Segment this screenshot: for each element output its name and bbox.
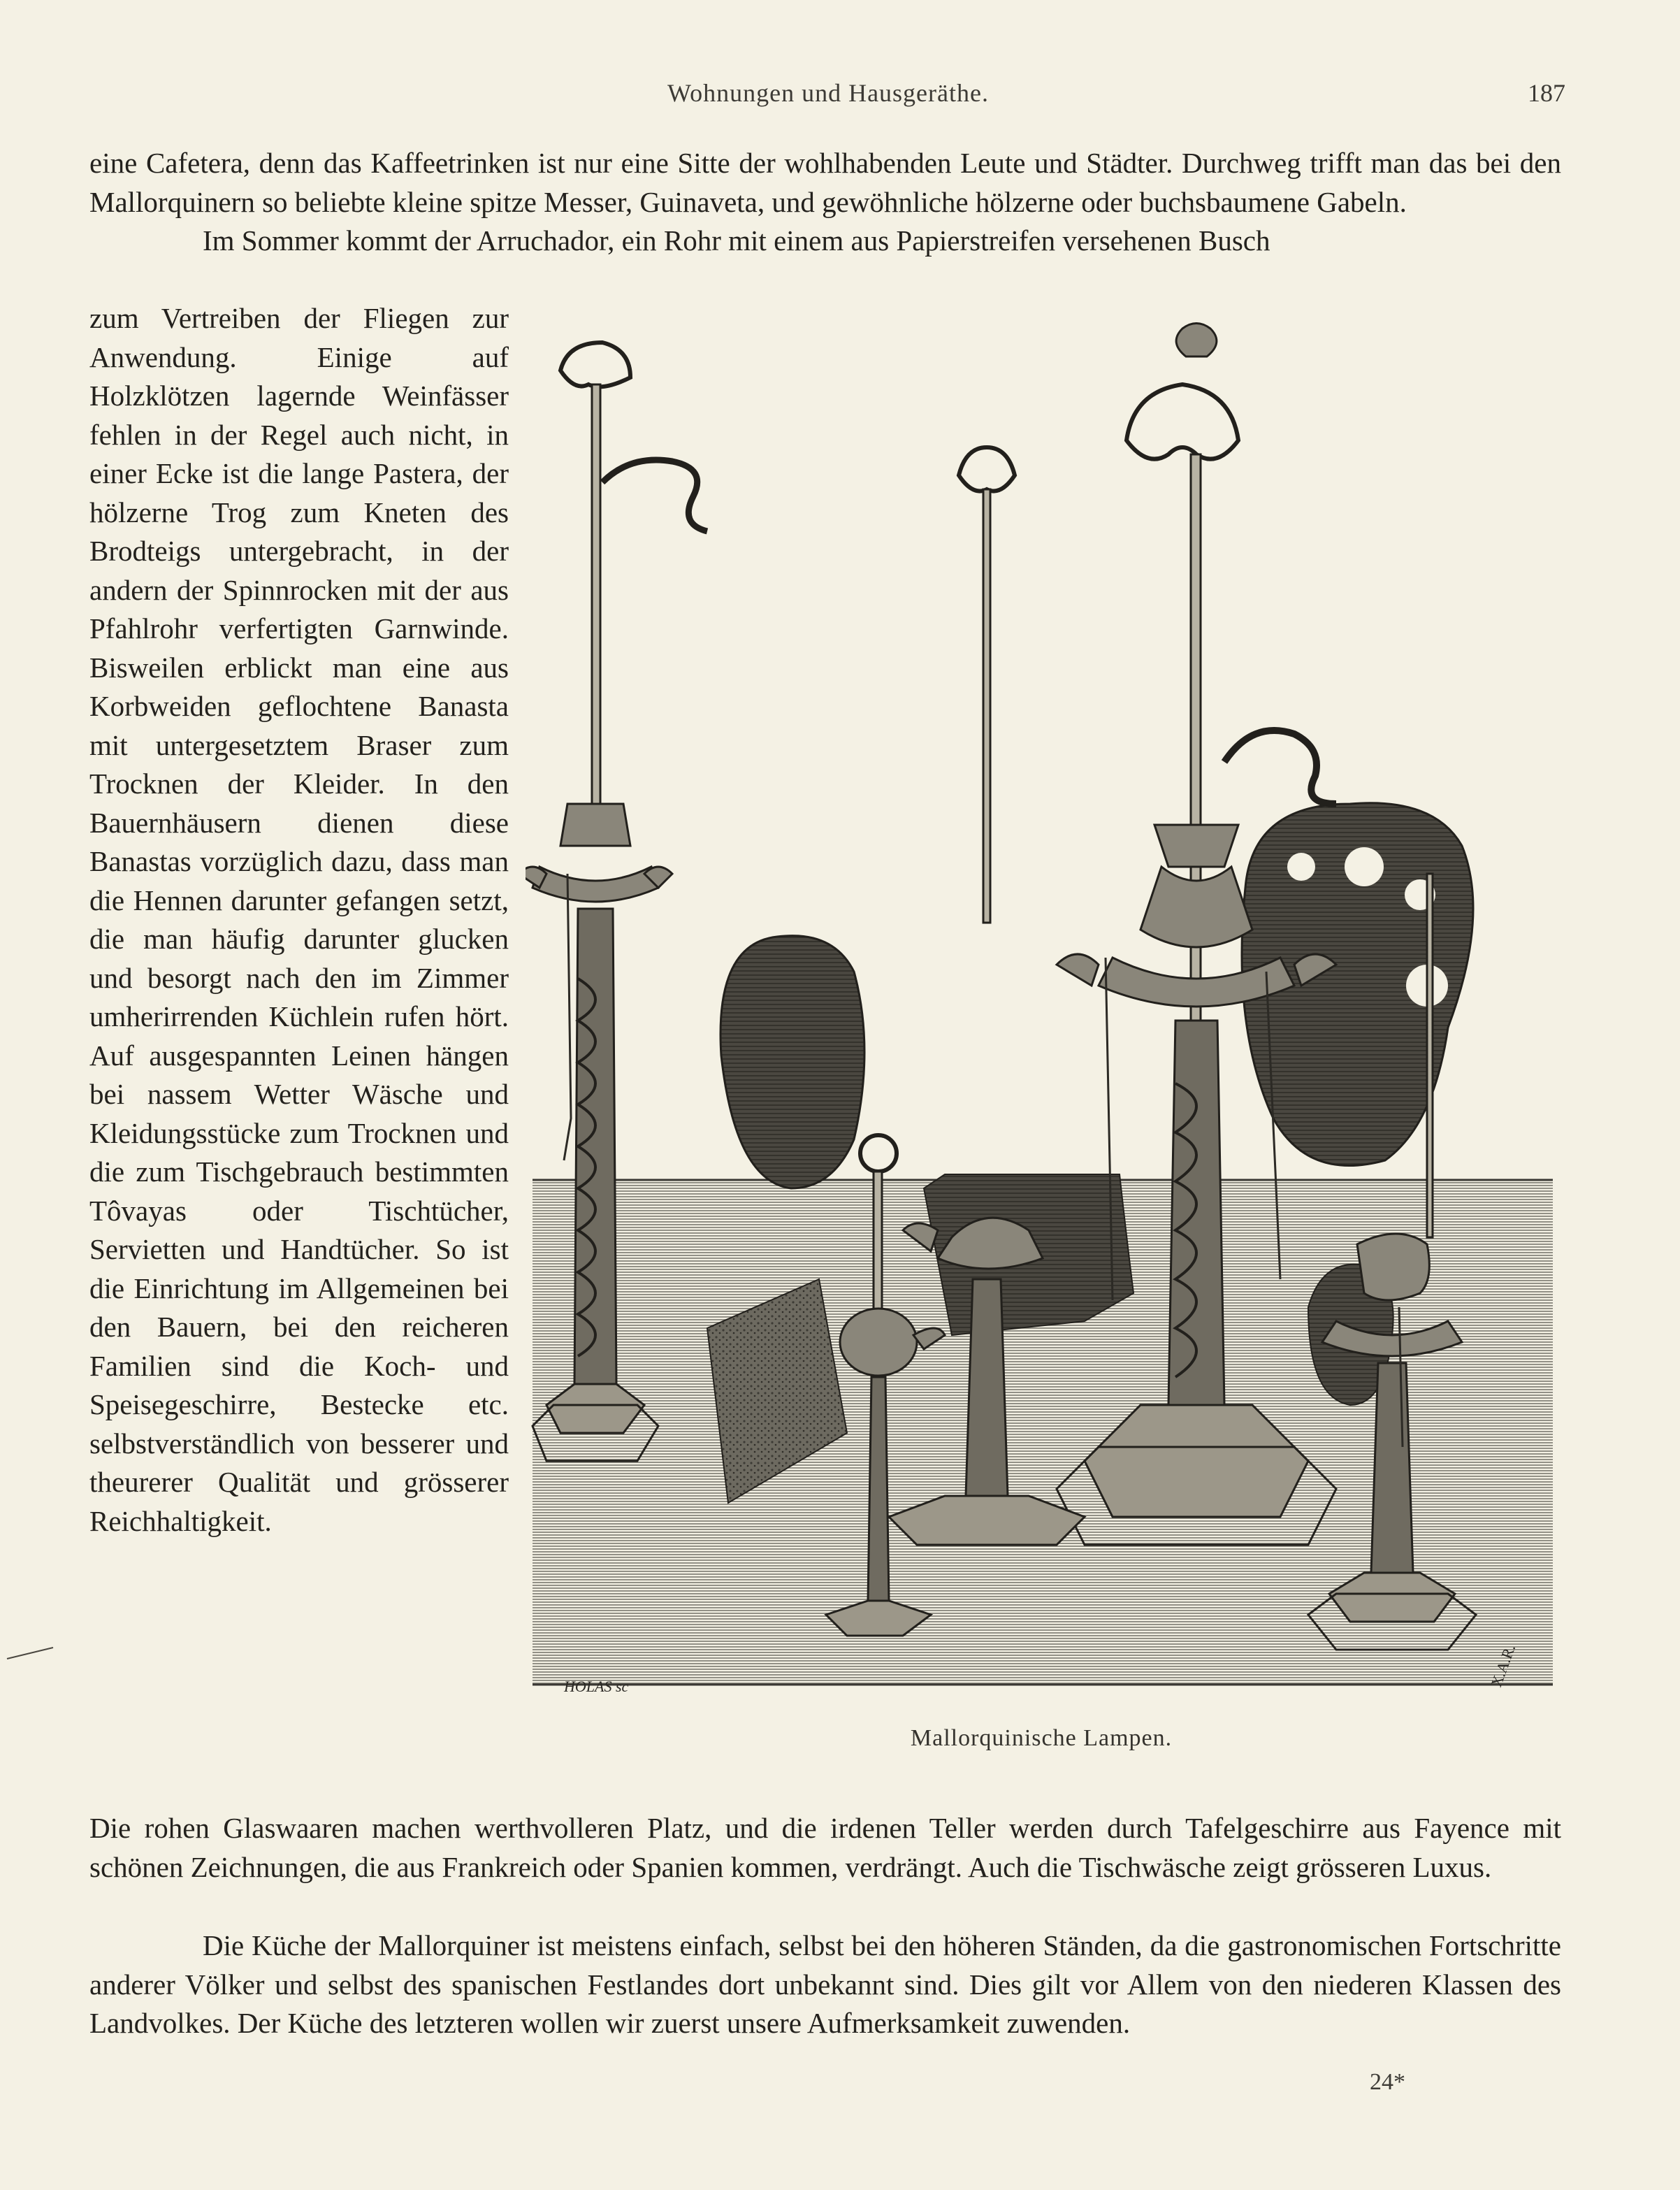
intro-text: eine Cafetera, denn das Kaffeetrinken ist nur eine Sitte der wohlhabenden Leute und Städter. Durchweg trifft man das bei den Mallorquinern so beliebte kleine spitze Messer, Guinaveta, und gewöhnliche hölzerne oder buchsbaumene Gabeln.: [89, 147, 1561, 218]
paragraph-column: zum Vertreiben der Fliegen zur Anwendung. Einige auf Holzklötzen lagernde Weinfässer fehlen in der Regel auch nicht, in einer Ecke ist die lange Pastera, der hölzerne Trog zum Kneten des Brodteigs untergebracht, in der andern der Spinnrocken mit der aus Pfahlrohr verfertigten Garnwinde. Bisweilen erblickt man eine aus Korbweiden geflochtene Banasta mit untergesetztem Braser zum Trocknen der Kleider. In den Bauernhäusern dienen diese Banastas vorzüglich dazu, dass man die Hennen darunter gefangen setzt, die man häufig darunter glucken und besorgt nach den im Zimmer umherirrenden Küchlein rufen hört. Auf ausgespannten Leinen hängen bei nassem Wetter Wäsche und Kleidungsstücke zum Trocknen und die zum Tischgebrauch bestimmten Tôvayas oder Tischtücher, Servietten und Handtücher. So ist die Einrichtung im Allgemeinen bei den Bauern, bei den reicheren Familien sind die Koch- und Speisegeschirre, Bestecke etc. selbstverständlich von besserer und theurerer Qualität und grösserer Reichhaltigkeit.: [89, 302, 509, 1537]
lamps-engraving: [526, 315, 1560, 1706]
paragraph-kitchen: [89, 1926, 1561, 2043]
page-number: 187: [1528, 79, 1565, 107]
figure-caption: Mallorquinische Lampen.: [910, 1725, 1173, 1751]
paragraph-intro: [89, 144, 1561, 261]
paragraph-after-figure: Die rohen Glaswaaren machen werthvolleren Platz, und die irdenen Teller werden durch Tafelgeschirre aus Fayence mit schönen Zeichnungen, die aus Frankreich oder Spanien kommen, verdrängt. Auch die Tischwäsche zeigt grösseren Luxus.: [89, 1812, 1561, 1883]
summer-text-start: Im Sommer kommt der Arruchador, ein Rohr mit einem aus Papierstreifen versehenen Busch: [203, 224, 1270, 257]
artist-signature: X.A.R.: [1487, 1642, 1519, 1690]
signature-mark: 24*: [1370, 2069, 1405, 2095]
kitchen-text: Die Küche der Mallorquiner ist meistens einfach, selbst bei den höheren Ständen, da die gastronomischen Fortschritte anderer Völker und selbst des spanischen Festlandes dort unbekannt sind. Dies gilt vor Allem von den niederen Klassen des Landvolkes. Der Küche des letzteren wollen wir zuerst unsere Aufmerksamkeit zuwenden.: [89, 1929, 1561, 2039]
running-head: [91, 78, 1565, 120]
engraver-signature: HOLAS sc: [564, 1678, 629, 1695]
margin-pencil-mark: [6, 1646, 55, 1660]
running-title: Wohnungen und Hausgeräthe.: [667, 79, 989, 107]
figure: [519, 315, 1564, 1751]
